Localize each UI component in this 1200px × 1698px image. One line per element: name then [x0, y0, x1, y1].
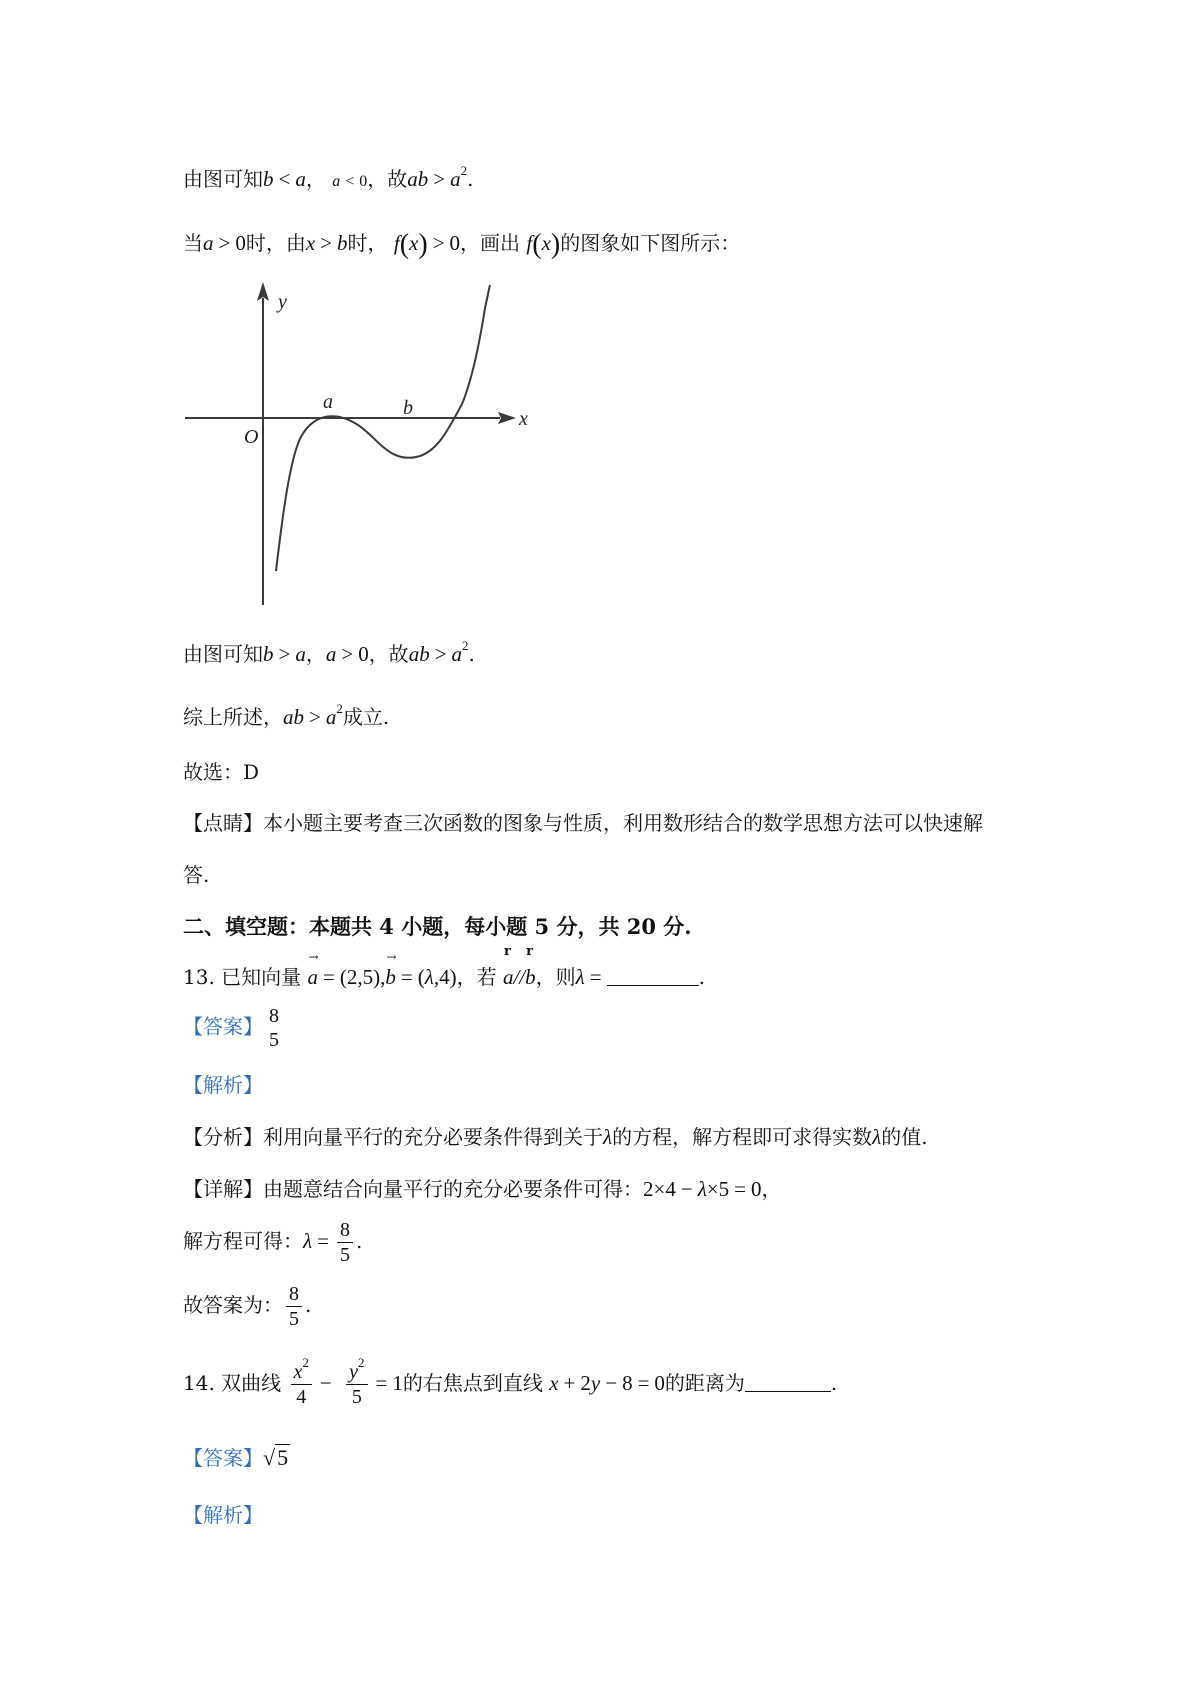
section-heading: 二、填空题：本题共 4 小题，每小题 5 分，共 20 分. [183, 914, 692, 939]
text-line-3: 由图可知b > a，a > 0，故ab > $a^2$. [183, 638, 475, 666]
answer-choice: 故选：D [183, 760, 260, 784]
origin-label: O [244, 426, 259, 448]
solve-13: 解方程可得：λ = $\frac{8}{5}$ . [183, 1219, 363, 1266]
answer-14: 【答案】√5 [183, 1445, 289, 1470]
answer-blank [607, 967, 699, 986]
point-a-label: a [323, 391, 333, 413]
x-axis-arrow [498, 412, 516, 424]
xiangjie-13: 【详解】由题意结合向量平行的充分必要条件可得：2×4 − λ×5 = 0， [183, 1177, 782, 1201]
fraction: $\frac{8}{5}$ [286, 1282, 302, 1331]
dianjing-line: 【点睛】本小题主要考查三次函数的图象与性质，利用数形结合的数学思想方法可以快速解 [183, 811, 983, 835]
text-line-1: 由图可知b < a， a < 0，故ab > $a^2$. [183, 163, 474, 191]
text-line-4: 综上所述，ab > $a^2$成立. [183, 701, 390, 729]
x-axis-label: x [519, 408, 528, 430]
final-answer-13: 故答案为： $\frac{8}{5}$ . [183, 1283, 312, 1330]
fenxi-13: 【分析】利用向量平行的充分必要条件得到关于λ的方程，解方程即可求得实数λ的值. [183, 1125, 928, 1149]
dianjing-line-2: 答. [183, 863, 210, 887]
fraction: $\frac{y^2}{5}$ [346, 1360, 367, 1409]
cubic-function-graph [180, 280, 540, 620]
answer-13: 【答案】 8 5 [183, 1004, 285, 1052]
analysis-label-13: 【解析】 [183, 1073, 263, 1097]
question-14: 14. 双曲线 $\frac{x^2}{4}$ − $\frac{y^2}{5}$ = 1的右焦点到直线 x + 2y − 8 = 0的距离为 . [183, 1355, 838, 1408]
analysis-label-14: 【解析】 [183, 1503, 263, 1527]
fraction: 8 5 [269, 1005, 279, 1051]
square-root: √5 [263, 1445, 289, 1470]
fraction: $\frac{x^2}{4}$ [291, 1360, 312, 1409]
question-13: 13. 已知向量 → a = (2,5), → b = (λ,4)，若 r a// r b，则λ = . [183, 944, 705, 989]
fraction: $\frac{8}{5}$ [337, 1218, 353, 1267]
y-axis-label: y [278, 291, 287, 313]
point-b-label: b [403, 397, 413, 419]
answer-blank [745, 1373, 831, 1392]
function-curve [276, 285, 490, 571]
text-line-2: 当a > 0时，由x > b时， f(x) > 0，画出 f(x)的图象如下图所示： [183, 229, 741, 260]
